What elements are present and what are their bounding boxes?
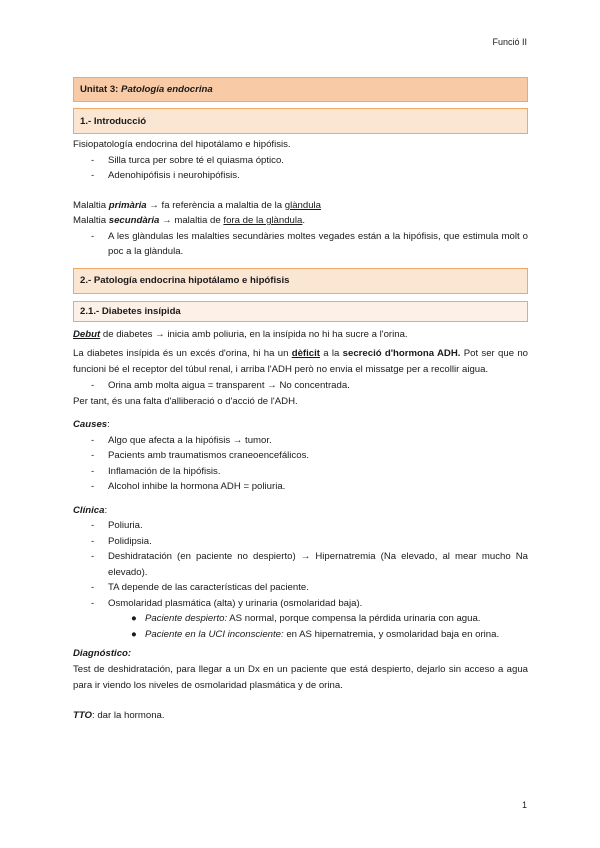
list-item: - Deshidratación (en paciente no despierto) → Hipernatremia (Na elevado, al mear mucho Na elevado).	[73, 549, 528, 580]
list-item: - Pacients amb traumatismos craneoencefálicos.	[73, 448, 528, 464]
unit-heading	[73, 77, 528, 102]
clinica-title: Clínica	[73, 504, 105, 516]
sub-list-item	[73, 611, 528, 627]
text: → malaltia de	[159, 215, 224, 226]
definition-paragraph	[73, 346, 528, 378]
diagnostic-heading: Diagnóstico:	[73, 648, 132, 659]
debut-term: Debut	[73, 328, 101, 340]
text: en AS hipernatremia, y osmolaridad baja en orina.	[283, 628, 500, 640]
text: Malaltia	[73, 199, 109, 211]
text: La diabetes insípida és un excés d'orina, hi ha un	[73, 348, 292, 359]
page-content	[73, 77, 528, 723]
section-heading-intro: 1.- Introducció	[73, 108, 528, 134]
bullet-icon: ●	[131, 628, 137, 640]
list-item: - Adenohipófisis i neurohipófisis.	[73, 168, 528, 184]
list-item: - Osmolaridad plasmática (alta) y urinaria (osmolaridad baja).	[73, 596, 528, 612]
text: :	[104, 504, 108, 516]
unit-title: Patología endocrina	[121, 84, 213, 95]
secondary-disease-line	[73, 213, 528, 229]
underlined-term: fora de la glàndula	[223, 215, 303, 226]
text: :	[107, 419, 110, 430]
text: AS normal, porque compensa la pérdida urinaria con agua.	[227, 613, 481, 624]
running-header: Funció II	[492, 37, 527, 47]
intro-text: Fisiopatología endocrina del hipotálamo e hipófisis.	[73, 139, 291, 150]
page-number: 1	[521, 800, 527, 810]
secretion-term: secreció d'hormona ADH.	[342, 348, 461, 359]
text: → fa referència a malaltia de la	[146, 199, 285, 211]
list-item: - TA depende de las características del paciente.	[73, 580, 528, 596]
clinica-heading	[73, 503, 528, 519]
unit-label: Unitat 3:	[80, 84, 119, 95]
list-item: - Poliuria.	[73, 518, 528, 534]
list-item: - Silla turca per sobre té el quiasma óptico.	[73, 153, 528, 169]
primary-term: primària	[108, 199, 147, 211]
deficit-term: dèficit	[291, 348, 320, 359]
list-item: - Orina amb molta aigua = transparent → No concentrada.	[73, 378, 528, 394]
debut-line	[73, 327, 528, 343]
list-item: - Algo que afecta a la hipófisis → tumor.	[73, 433, 528, 449]
section-heading-pathology: 2.- Patología endocrina hipotálamo e hipófisis	[73, 268, 528, 294]
tto-label: TTO	[73, 709, 93, 721]
secondary-term: secundària	[108, 215, 160, 226]
text: de diabetes → inicia amb poliuria, en la insípida no hi ha sucre a l'orina.	[100, 328, 408, 340]
causes-heading	[73, 417, 528, 433]
text: .	[302, 215, 306, 226]
list-item: - Alcohol inhibe la hormona ADH = poliuria.	[73, 479, 528, 495]
text: Pot ser que no funcioni bé el receptor del túbul renal, i arriba l'ADH però no envia el missatge per a recollir aigua.	[73, 348, 529, 375]
text: : dar la hormona.	[92, 709, 165, 721]
subsection-heading-diabetes: 2.1.- Diabetes insípida	[73, 301, 528, 322]
conclusion-text: Per tant, és una falta d'alliberació o d'acció de l'ADH.	[73, 395, 298, 407]
list-item: - Inflamación de la hipófisis.	[73, 464, 528, 480]
underlined-term: glàndula	[284, 199, 322, 211]
sub-label: Paciente despierto:	[145, 613, 228, 624]
causes-title: Causes	[73, 419, 108, 430]
bullet-icon: ●	[131, 613, 137, 624]
list-item: - A les glàndulas les malalties secundàries moltes vegades están a la hipófisis, que estimula molt o poc a la glàndula.	[73, 229, 528, 260]
diagnostic-text: Test de deshidratación, para llegar a un Dx en un paciente que está despierto, dejarlo sin acceso a agua para ir viendo los niveles de osmolaridad plasmática y de orina.	[73, 663, 528, 691]
sub-list-item	[73, 627, 528, 643]
primary-disease-line	[73, 198, 528, 214]
text: a la	[319, 348, 343, 359]
list-item: - Polidipsia.	[73, 534, 528, 550]
sub-label: Paciente en la UCI inconsciente:	[145, 628, 284, 640]
text: Malaltia	[73, 215, 109, 226]
treatment-line	[73, 708, 528, 724]
